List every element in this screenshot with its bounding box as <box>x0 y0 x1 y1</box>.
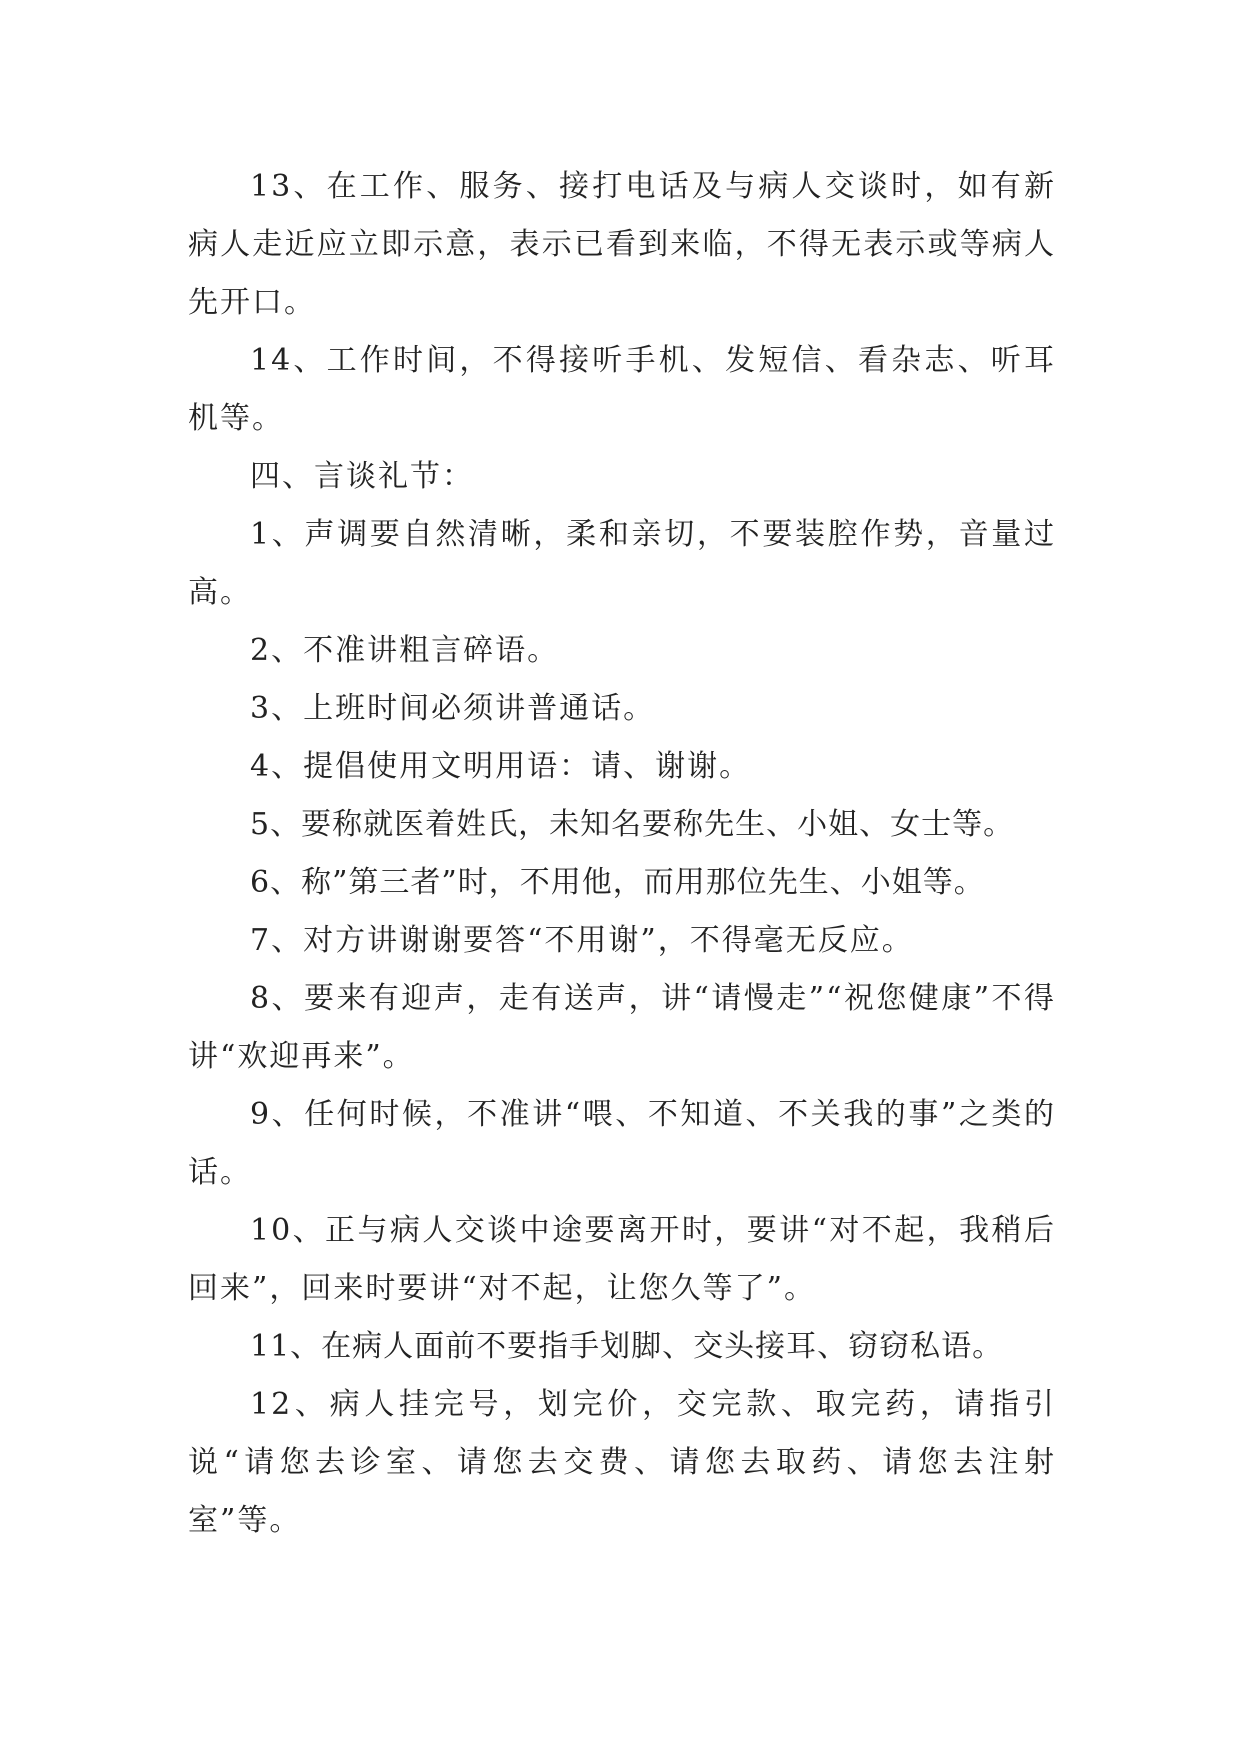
paragraph-item-7: 7、对方讲谢谢要答“不用谢”，不得毫无反应。 <box>250 923 914 958</box>
paragraph-item-14: 14、工作时间，不得接听手机、发短信、看杂志、听耳机等。 <box>188 343 1056 436</box>
paragraph-item-4: 4、提倡使用文明用语：请、谢谢。 <box>250 749 752 784</box>
section-heading-speech-etiquette: 四、言谈礼节： <box>250 459 474 494</box>
paragraph-item-11: 11、在病人面前不要指手划脚、交头接耳、窃窃私语。 <box>250 1329 1004 1364</box>
paragraph-item-5: 5、要称就医着姓氏，未知名要称先生、小姐、女士等。 <box>250 807 1015 842</box>
paragraph-item-8: 8、要来有迎声，走有送声，讲“请慢走”“祝您健康”不得讲“欢迎再来”。 <box>188 981 1056 1074</box>
paragraph-item-6: 6、称”第三者”时，不用他，而用那位先生、小姐等。 <box>250 865 985 900</box>
paragraph-item-13: 13、在工作、服务、接打电话及与病人交谈时，如有新病人走近应立即示意，表示已看到来临，不得无表示或等病人先开口。 <box>188 169 1056 320</box>
paragraph-item-10: 10、正与病人交谈中途要离开时，要讲“对不起，我稍后回来”，回来时要讲“对不起，让您久等了”。 <box>188 1213 1056 1306</box>
paragraph-item-1: 1、声调要自然清晰，柔和亲切，不要装腔作势，音量过高。 <box>188 517 1056 610</box>
paragraph-item-2: 2、不准讲粗言碎语。 <box>250 633 560 668</box>
document-body <box>188 158 1056 1550</box>
paragraph-item-12: 12、病人挂完号，划完价，交完款、取完药，请指引说“请您去诊室、请您去交费、请您去取药、请您去注射室”等。 <box>188 1387 1056 1538</box>
paragraph-item-3: 3、上班时间必须讲普通话。 <box>250 691 656 726</box>
paragraph-item-9: 9、任何时候，不准讲“喂、不知道、不关我的事”之类的话。 <box>188 1097 1056 1190</box>
